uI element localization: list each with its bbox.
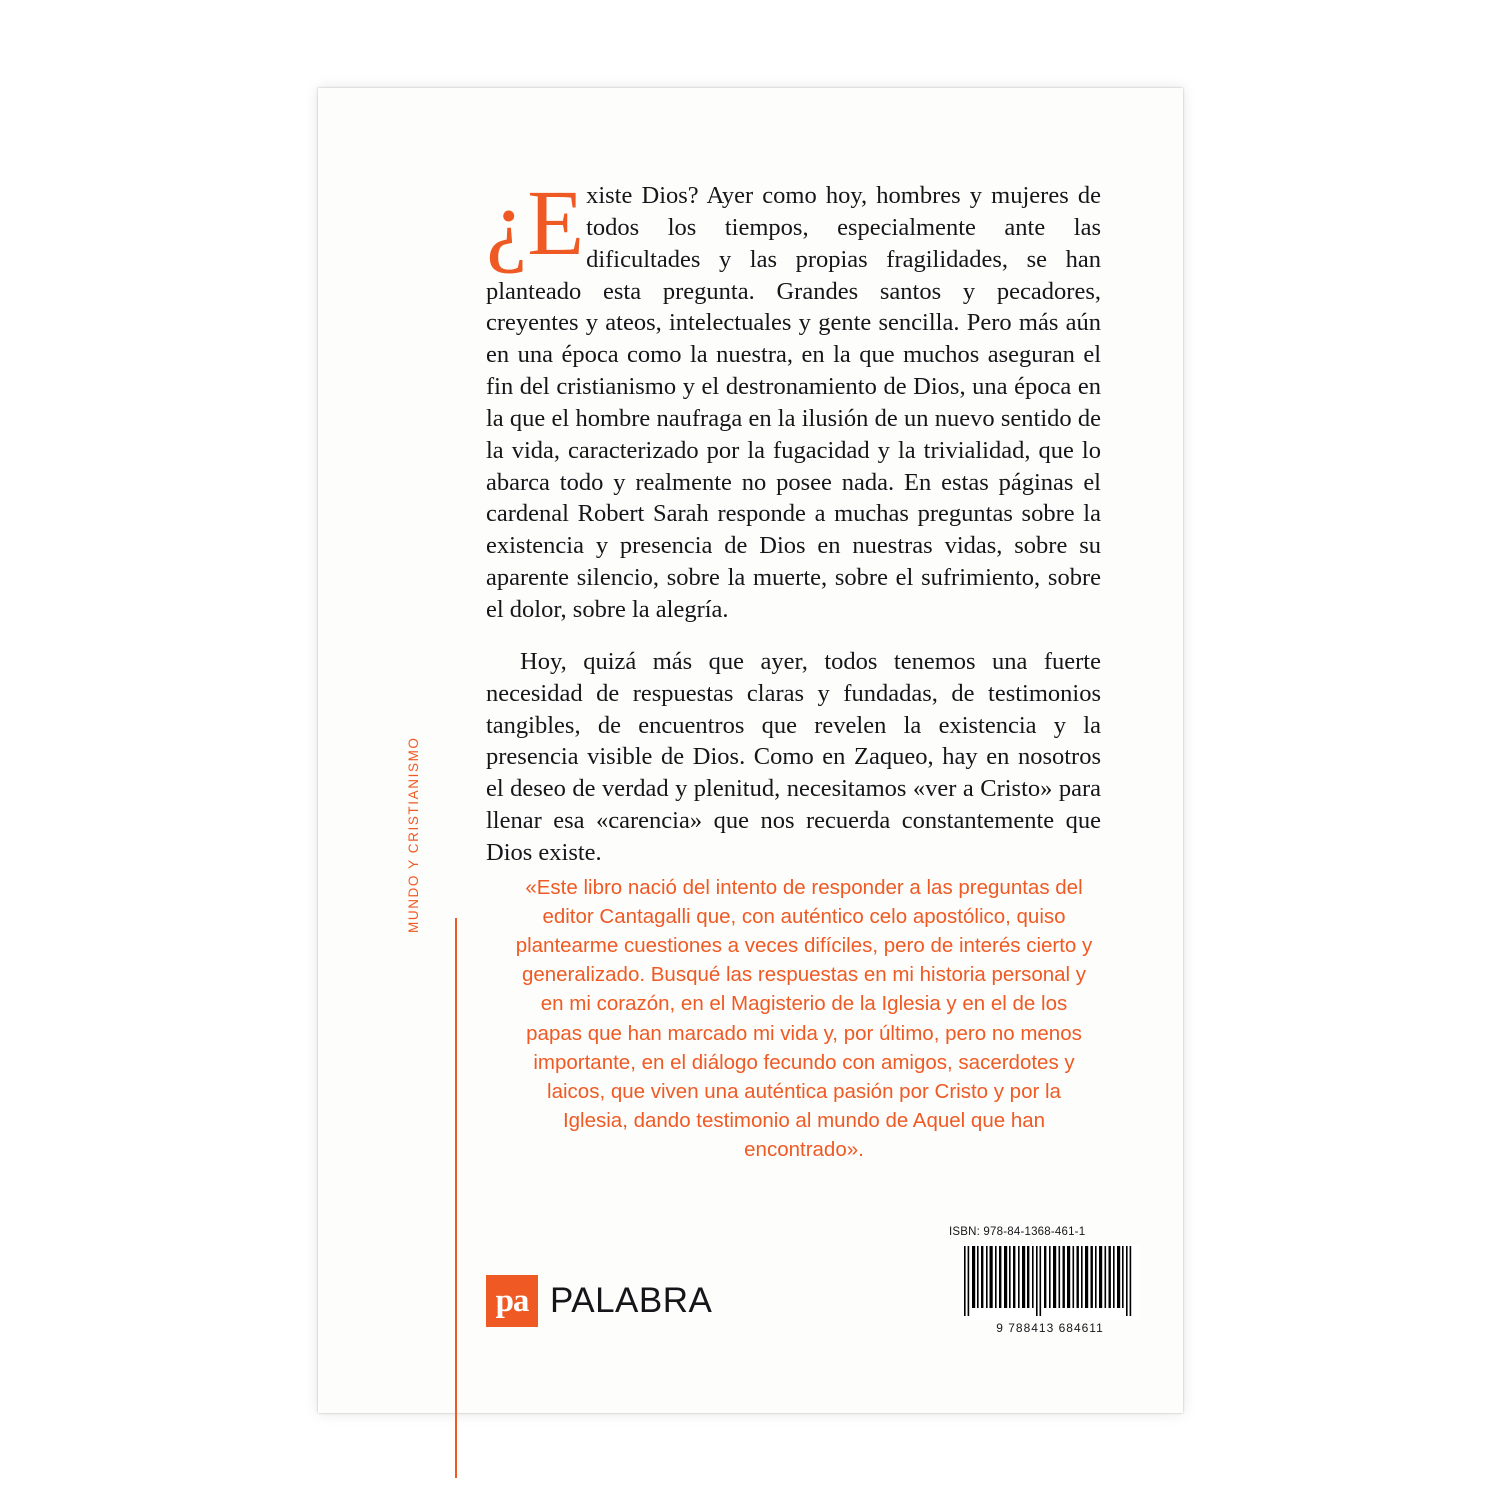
isbn-block <box>945 1226 1155 1335</box>
publisher-name: PALABRA <box>550 1281 713 1320</box>
palabra-logo-icon <box>486 1275 538 1327</box>
series-label: MUNDO Y CRISTIANISMO <box>406 736 421 933</box>
blurb-text-column <box>486 172 1101 869</box>
inverted-question-mark: ¿ <box>486 172 528 275</box>
blurb-paragraph-1 <box>486 172 1101 626</box>
spine-divider-rule <box>455 918 457 1478</box>
blurb-paragraph-1-text: xiste Dios? Ayer como hoy, hombres y mujeres de todos los tiempos, especialmente ante las dificultades y las propias fragilidades, se han planteado esta pregunta. Grandes santos y pecadores, creyentes y ateos, intelectuales y gente sencilla. Pero más aún en una época como la nuestra, en la que muchos aseguran el fin del cristianismo y el destronamiento de Dios, una época en la que el hombre naufraga en la ilusión de un nuevo sentido de la vida, caracterizado por la fugacidad y la trivialidad, que lo abarca todo y realmente no posee nada. En estas páginas el cardenal Robert Sarah responde a muchas preguntas sobre la existencia y presencia de Dios en nuestras vidas, sobre su aparente silencio, sobre la muerte, sobre el sufrimiento, sobre el dolor, sobre la alegría. <box>486 182 1101 623</box>
drop-cap-letter <box>486 172 585 275</box>
book-back-cover <box>318 88 1183 1413</box>
isbn-text: ISBN: 978-84-1368-461-1 <box>949 1226 1086 1238</box>
publisher-logo <box>486 1275 712 1327</box>
pull-quote: «Este libro nació del intento de responder a las preguntas del editor Cantagalli que, con auténtico celo apostólico, quiso plantearme cuestiones a veces difíciles, pero de interés cierto y generalizado. Busqué las respuestas en mi historia personal y en mi corazón, en el Magisterio de la Iglesia y en el de los papas que han marcado mi vida y, por último, pero no menos importante, en el diálogo fecundo con amigos, sacerdotes y laicos, que viven una auténtica pasión por Cristo y por la Iglesia, dando testimonio al mundo de Aquel que han encontrado». <box>515 876 1093 1161</box>
blurb-paragraph-2: Hoy, quizá más que ayer, todos tenemos una fuerte necesidad de respuestas claras y fundadas, de testimonios tangibles, de encuentros que revelen la existencia y la presencia visible de Dios. Como en Zaqueo, hay en nosotros el deseo de verdad y plenitud, necesitamos «ver a Cristo» para llenar esa «carencia» que nos recuerda constantemente que Dios existe. <box>486 647 1101 866</box>
barcode-icon <box>960 1244 1140 1320</box>
palabra-logo-mark-text: pa <box>495 1283 529 1319</box>
barcode-digits: 9 788413 684611 <box>996 1321 1104 1335</box>
drop-cap-glyph: E <box>527 172 585 275</box>
